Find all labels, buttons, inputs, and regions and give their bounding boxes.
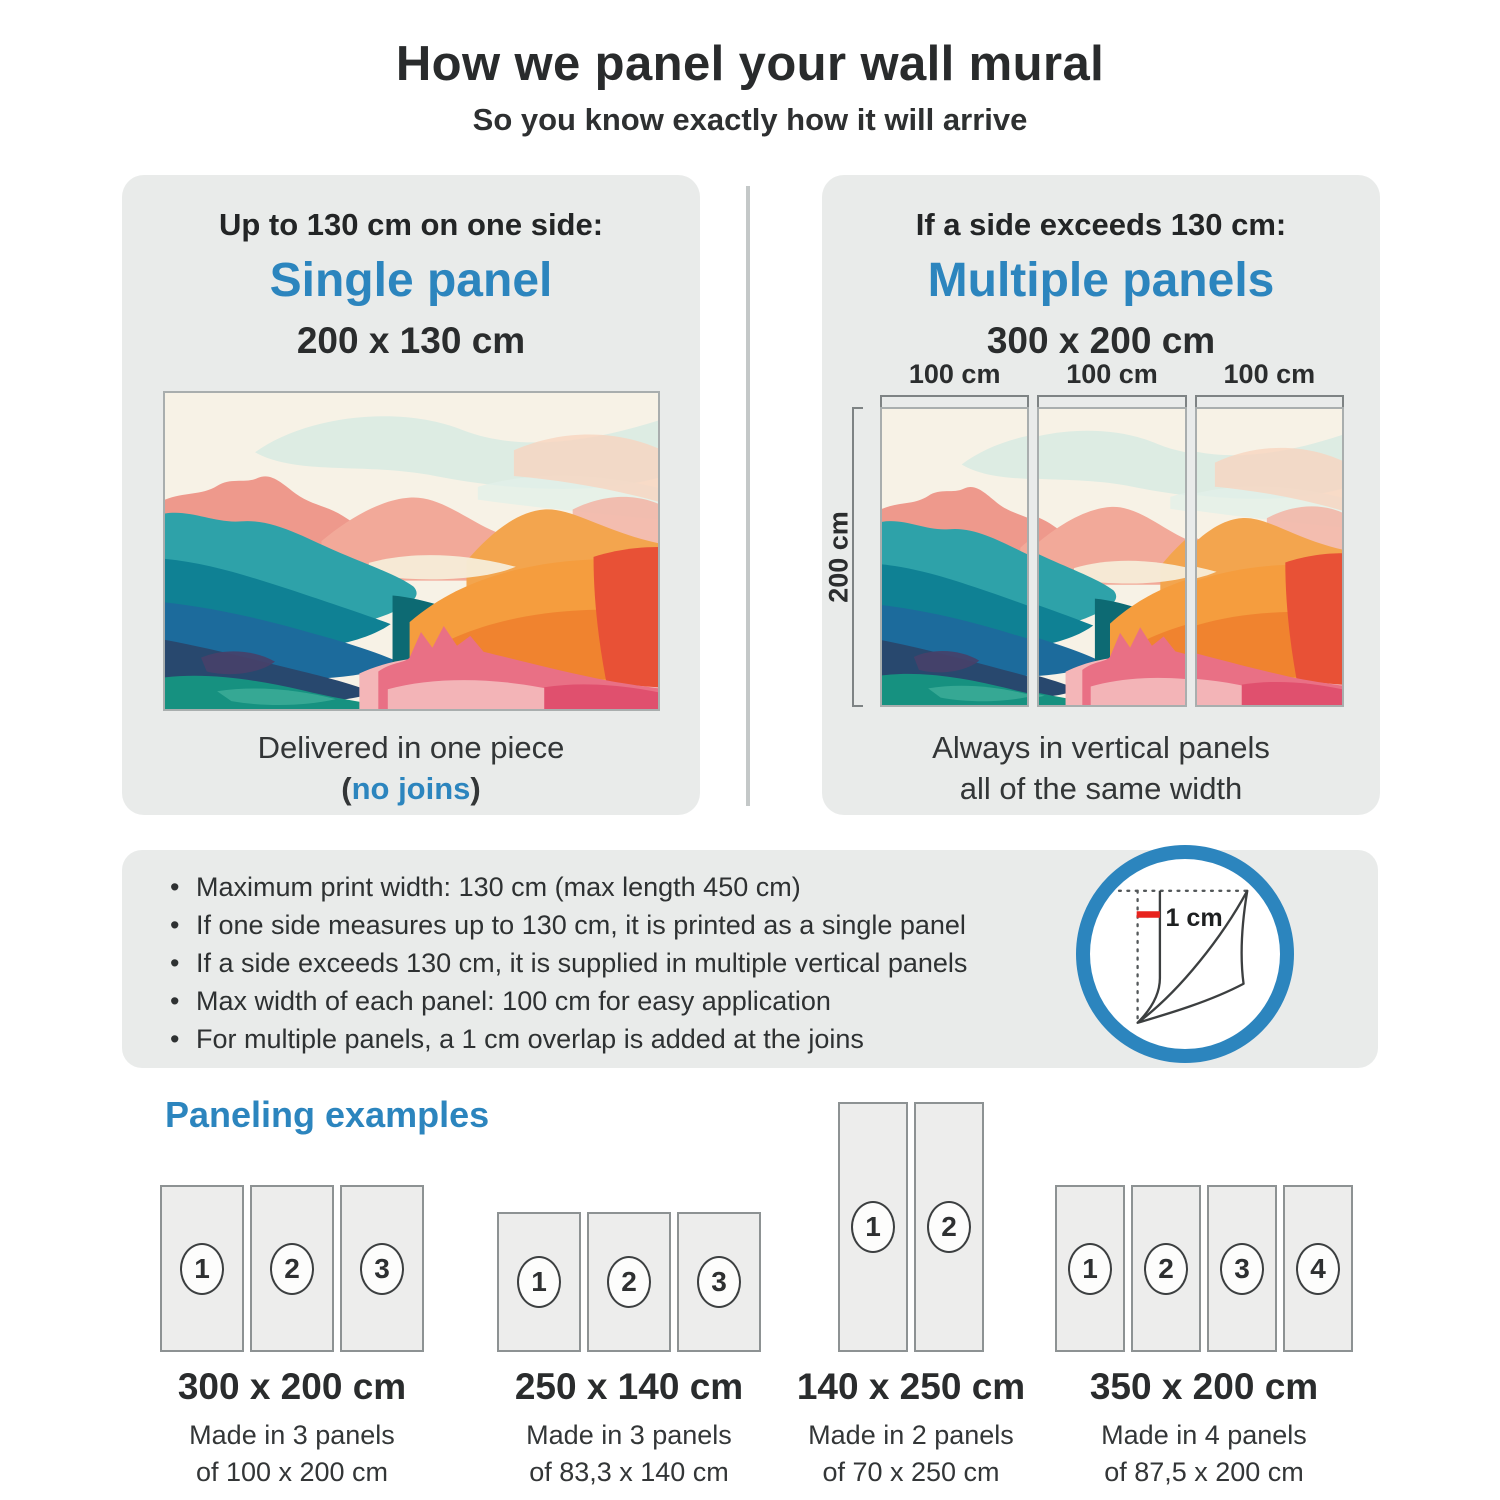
single-panel-caption — [122, 727, 700, 809]
example-panel — [677, 1212, 761, 1352]
panel-width-dimension — [880, 359, 1029, 408]
example-panel — [914, 1102, 984, 1352]
mural-artwork-slice — [1197, 409, 1342, 705]
mural-slice-2 — [1037, 407, 1186, 707]
mural-artwork-slice — [882, 409, 1027, 705]
example-panel — [838, 1102, 908, 1352]
example-made-label: Made in 2 panels — [808, 1420, 1014, 1450]
panel-width-dimension-row — [880, 359, 1344, 408]
panel-number-badge: 4 — [1296, 1243, 1340, 1295]
paren-open: ( — [341, 771, 352, 806]
page-subtitle: So you know exactly how it will arrive — [472, 102, 1028, 137]
paren-close: ) — [470, 771, 481, 806]
example-made-label: Made in 4 panels — [1101, 1420, 1307, 1450]
paneling-example — [469, 1090, 789, 1488]
paneling-example — [751, 1090, 1071, 1488]
panel-number-badge: 3 — [697, 1256, 741, 1308]
panel-width-label: 100 cm — [1066, 359, 1158, 389]
example-of-label: of 83,3 x 140 cm — [529, 1457, 729, 1487]
panel-number-badge: 1 — [851, 1201, 895, 1253]
example-panel — [1283, 1185, 1353, 1352]
example-of-label: of 100 x 200 cm — [195, 1457, 389, 1487]
panel-width-dimension — [1195, 359, 1344, 408]
panel-number-badge: 2 — [1144, 1243, 1188, 1295]
panel-number-badge: 2 — [927, 1201, 971, 1253]
mural-slice-3 — [1195, 407, 1344, 707]
panel-number-badge: 1 — [1068, 1243, 1112, 1295]
mural-image-sliced — [880, 407, 1344, 707]
single-panel-condition: Up to 130 cm on one side: — [218, 207, 604, 242]
example-panel — [1131, 1185, 1201, 1352]
example-panels — [751, 1090, 1071, 1352]
overlap-size-label: 1 cm — [1165, 904, 1223, 933]
specs-bullet-list — [166, 868, 1146, 1058]
example-panels — [132, 1090, 452, 1352]
single-panel-dimensions: 200 x 130 cm — [296, 320, 526, 361]
example-of-label: of 70 x 250 cm — [822, 1457, 1000, 1487]
no-joins-highlight: no joins — [351, 771, 471, 806]
example-panels — [469, 1090, 789, 1352]
example-panels — [1044, 1090, 1364, 1352]
example-size-label: 140 x 250 cm — [796, 1366, 1026, 1407]
panel-number-badge: 3 — [1220, 1243, 1264, 1295]
spec-bullet: • For multiple panels, a 1 cm overlap is added at the joins — [166, 1020, 1146, 1058]
mural-artwork — [165, 393, 658, 709]
example-size-label: 350 x 200 cm — [1089, 1366, 1319, 1407]
example-panel — [250, 1185, 334, 1352]
panel-number-badge: 2 — [607, 1256, 651, 1308]
example-panel — [160, 1185, 244, 1352]
multiple-caption-line2: all of the same width — [959, 771, 1243, 806]
mural-slice-1 — [880, 407, 1029, 707]
one-cm-marker — [1137, 911, 1160, 918]
multiple-panels-caption — [822, 727, 1380, 809]
paneling-examples-heading: Paneling examples — [165, 1094, 490, 1135]
height-dimension-label: 200 cm — [823, 511, 854, 603]
page-title: How we panel your wall mural — [395, 37, 1105, 91]
panel-width-label: 100 cm — [908, 359, 1001, 389]
multiple-panels-title: Multiple panels — [927, 254, 1275, 307]
example-panel — [587, 1212, 671, 1352]
overlap-detail-badge — [1076, 845, 1294, 1063]
spec-bullet: • If a side exceeds 130 cm, it is supplied in multiple vertical panels — [166, 944, 1146, 982]
single-panel-card — [122, 175, 700, 815]
example-panel — [1055, 1185, 1125, 1352]
example-of-label: of 87,5 x 200 cm — [1104, 1457, 1304, 1487]
example-size-label: 300 x 200 cm — [177, 1366, 407, 1407]
multiple-panels-dimensions: 300 x 200 cm — [986, 320, 1216, 361]
multiple-caption-line1: Always in vertical panels — [932, 730, 1270, 765]
single-panel-title: Single panel — [269, 254, 553, 307]
paneling-example — [132, 1090, 452, 1488]
example-panel — [340, 1185, 424, 1352]
panel-number-badge: 1 — [180, 1243, 224, 1295]
mural-artwork-slice — [1039, 409, 1184, 705]
multiple-panels-card — [822, 175, 1380, 815]
single-caption-line1: Delivered in one piece — [257, 730, 565, 765]
mural-image-single — [163, 391, 660, 711]
example-made-label: Made in 3 panels — [189, 1420, 395, 1450]
single-caption-line2 — [122, 768, 700, 809]
panel-width-label: 100 cm — [1223, 359, 1316, 389]
spec-bullet: • Maximum print width: 130 cm (max length 450 cm) — [166, 868, 1146, 906]
cards-divider-line — [746, 186, 750, 806]
multiple-panels-condition: If a side exceeds 130 cm: — [915, 207, 1287, 242]
panel-number-badge: 1 — [517, 1256, 561, 1308]
panel-width-dimension — [1037, 359, 1186, 408]
example-size-label: 250 x 140 cm — [514, 1366, 744, 1407]
spec-bullet: • Max width of each panel: 100 cm for easy application — [166, 982, 1146, 1020]
spec-bullet: • If one side measures up to 130 cm, it is printed as a single panel — [166, 906, 1146, 944]
paneling-example — [1044, 1090, 1364, 1488]
example-panel — [1207, 1185, 1277, 1352]
example-made-label: Made in 3 panels — [526, 1420, 732, 1450]
panel-number-badge: 2 — [270, 1243, 314, 1295]
page-curl-overlap-icon — [1106, 868, 1264, 1040]
example-panel — [497, 1212, 581, 1352]
panel-number-badge: 3 — [360, 1243, 404, 1295]
